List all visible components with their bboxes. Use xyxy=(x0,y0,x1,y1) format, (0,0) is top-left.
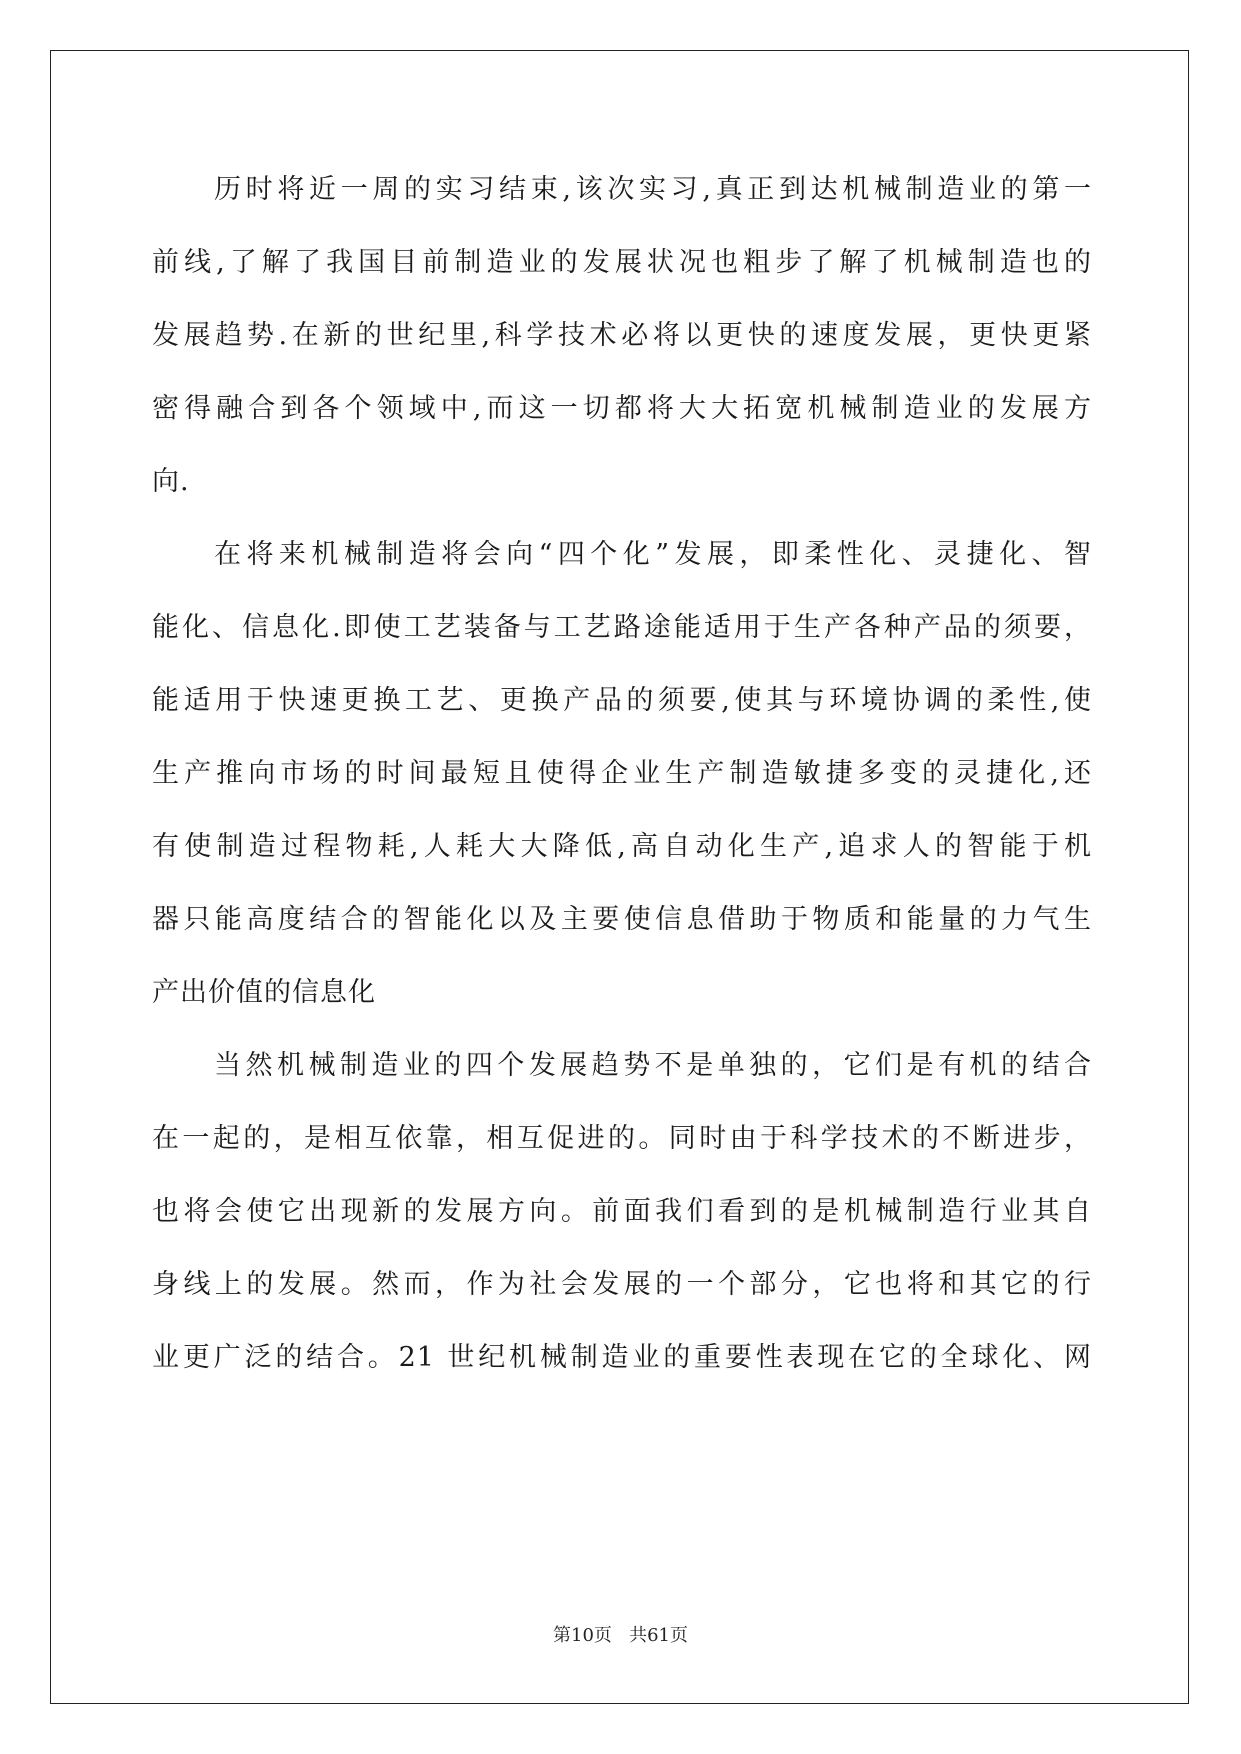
paragraph-line: 也将会使它出现新的发展方向。前面我们看到的是机械制造行业其自 xyxy=(152,1196,1092,1227)
paragraph-line: 历时将近一周的实习结束,该次实习,真正到达机械制造业的第一 xyxy=(214,174,1092,205)
page-footer xyxy=(0,1624,1241,1648)
total-suffix: 页 xyxy=(669,1625,688,1646)
paragraph-line: 向. xyxy=(152,466,190,497)
paragraph-line: 产出价值的信息化 xyxy=(152,977,376,1008)
paragraph-line: 当然机械制造业的四个发展趋势不是单独的，它们是有机的结合 xyxy=(214,1050,1092,1081)
paragraph-line: 有使制造过程物耗,人耗大大降低,高自动化生产,追求人的智能于机 xyxy=(152,831,1092,862)
paragraph-line: 在将来机械制造将会向“四个化”发展，即柔性化、灵捷化、智 xyxy=(214,539,1092,570)
paragraph-line: 能适用于快速更换工艺、更换产品的须要,使其与环境协调的柔性,使 xyxy=(152,685,1092,716)
paragraph-line: 业更广泛的结合。21 世纪机械制造业的重要性表现在它的全球化、网 xyxy=(152,1342,1092,1373)
paragraph-line: 密得融合到各个领域中,而这一切都将大大拓宽机械制造业的发展方 xyxy=(152,393,1092,424)
page-prefix: 第 xyxy=(553,1625,571,1646)
total-prefix: 共 xyxy=(629,1625,648,1646)
page-number: 10 xyxy=(571,1625,594,1646)
paragraph-line: 前线,了解了我国目前制造业的发展状况也粗步了解了机械制造也的 xyxy=(152,247,1092,278)
paragraph-line: 器只能高度结合的智能化以及主要使信息借助于物质和能量的力气生 xyxy=(152,904,1092,935)
page-frame xyxy=(50,50,1189,1704)
page-suffix: 页 xyxy=(593,1625,612,1646)
paragraph-line: 能化、信息化.即使工艺装备与工艺路途能适用于生产各种产品的须要， xyxy=(152,612,1092,643)
paragraph-line: 发展趋势.在新的世纪里,科学技术必将以更快的速度发展，更快更紧 xyxy=(152,320,1092,351)
total-pages: 61 xyxy=(647,1625,670,1646)
paragraph-line: 生产推向市场的时间最短且使得企业生产制造敏捷多变的灵捷化,还 xyxy=(152,758,1092,789)
paragraph-line: 身线上的发展。然而，作为社会发展的一个部分，它也将和其它的行 xyxy=(152,1269,1092,1300)
paragraph-line: 在一起的，是相互依靠，相互促进的。同时由于科学技术的不断进步， xyxy=(152,1123,1092,1154)
